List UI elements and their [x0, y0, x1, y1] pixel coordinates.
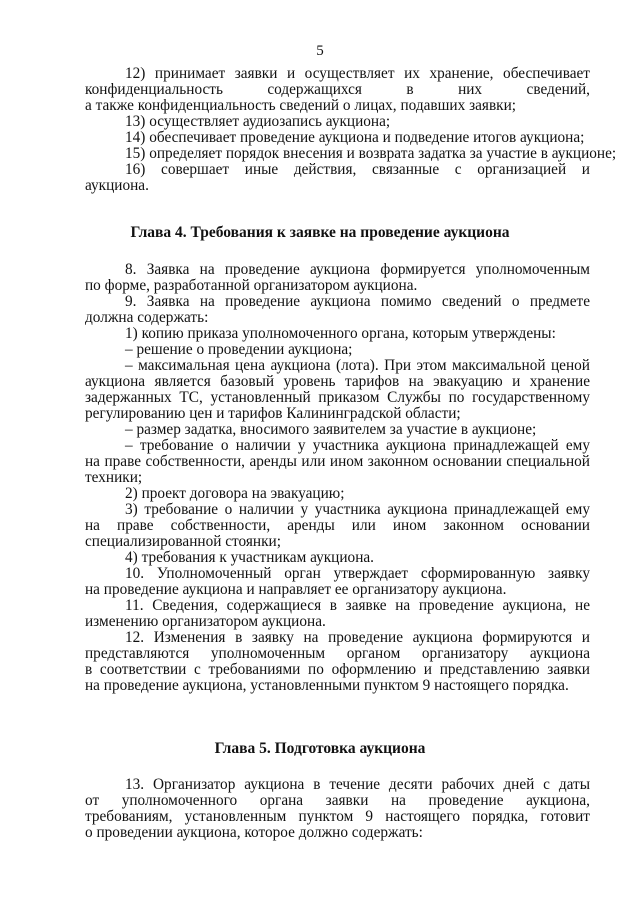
text-line: регулированию цен и тарифов Калининградской области; [85, 405, 461, 422]
text-line: 3) требование о наличии у участника аукциона принадлежащей ему [125, 502, 590, 518]
text-line: – требование о наличии у участника аукциона принадлежащей ему [125, 438, 590, 454]
text-line: аукциона является базовый уровень тарифов на эвакуацию и хранение [85, 374, 590, 390]
paragraph-block-application-requirements [85, 262, 590, 694]
text-line: 13. Организатор аукциона в течение десяти рабочих дней с даты [125, 777, 590, 793]
text-line: – размер задатка, вносимого заявителем за участие в аукционе; [125, 421, 537, 438]
text-line: 13) осуществляет аудиозапись аукциона; [125, 113, 391, 130]
page-number: 5 [316, 43, 324, 59]
text-line: 10. Уполномоченный орган утверждает сформированную заявку [125, 566, 590, 582]
text-line: на проведение аукциона, установленными пунктом 9 настоящего порядка. [85, 677, 569, 694]
text-line: на праве собственности, аренды или ином законном основании специальной [85, 454, 590, 470]
text-line: 4) требования к участникам аукциона. [125, 549, 374, 566]
text-line: от уполномоченного органа заявки на проведение аукциона, [85, 793, 590, 809]
text-line: специализированной стоянки; [85, 533, 281, 550]
text-line: аукциона. [85, 177, 149, 194]
text-line: 8. Заявка на проведение аукциона формируется уполномоченным [125, 262, 590, 278]
text-line: на проведение аукциона и направляет ее организатору аукциона. [85, 581, 507, 598]
text-line: 12. Изменения в заявку на проведение аукциона формируются и [125, 630, 590, 646]
text-line: 2) проект договора на эвакуацию; [125, 485, 345, 502]
text-line: 9. Заявка на проведение аукциона помимо сведений о предмете [125, 294, 590, 310]
chapter-5-heading: Глава 5. Подготовка аукциона [214, 740, 426, 757]
text-line: 12) принимает заявки и осуществляет их хранение, обеспечивает [125, 66, 590, 82]
text-line: изменению организатором аукциона. [85, 613, 326, 630]
text-line: должна содержать: [85, 309, 209, 326]
text-line: 14) обеспечивает проведение аукциона и подведение итогов аукциона; [125, 129, 585, 146]
text-line: – максимальная цена аукциона (лота). При этом максимальной ценой [125, 358, 590, 374]
chapter-4-heading: Глава 4. Требования к заявке на проведение аукциона [130, 224, 510, 241]
text-line: о проведении аукциона, которое должно содержать: [85, 824, 423, 841]
text-line: 11. Сведения, содержащиеся в заявке на проведение аукциона, не [125, 598, 590, 614]
text-line: техники; [85, 469, 143, 486]
text-line: на праве собственности, аренды или ином законном основании [85, 518, 590, 534]
text-line: 15) определяет порядок внесения и возврата задатка за участие в аукционе; [125, 145, 617, 162]
text-line: представляются уполномоченным органом организатору аукциона [85, 646, 590, 662]
text-line: а также конфиденциальность сведений о лицах, подавших заявки; [85, 97, 517, 114]
text-line: требованиям, установленным пунктом 9 настоящего порядка, готовит [85, 809, 590, 825]
text-line: 1) копию приказа уполномоченного органа, которым утверждены: [125, 325, 556, 342]
text-line: задержанных ТС, установленный приказом Службы по государственному [85, 390, 590, 406]
text-line: – решение о проведении аукциона; [125, 341, 353, 358]
text-line: конфиденциальность содержащихся в них сведений, [85, 82, 590, 98]
text-line: 16) совершает иные действия, связанные с организацией и [125, 162, 590, 178]
paragraph-block-organizer-duties [85, 66, 617, 194]
text-line: по форме, разработанной организатором аукциона. [85, 277, 418, 294]
text-line: в соответствии с требованиями по оформлению и представлению заявки [85, 662, 590, 678]
paragraph-block-auction-preparation [85, 777, 590, 841]
